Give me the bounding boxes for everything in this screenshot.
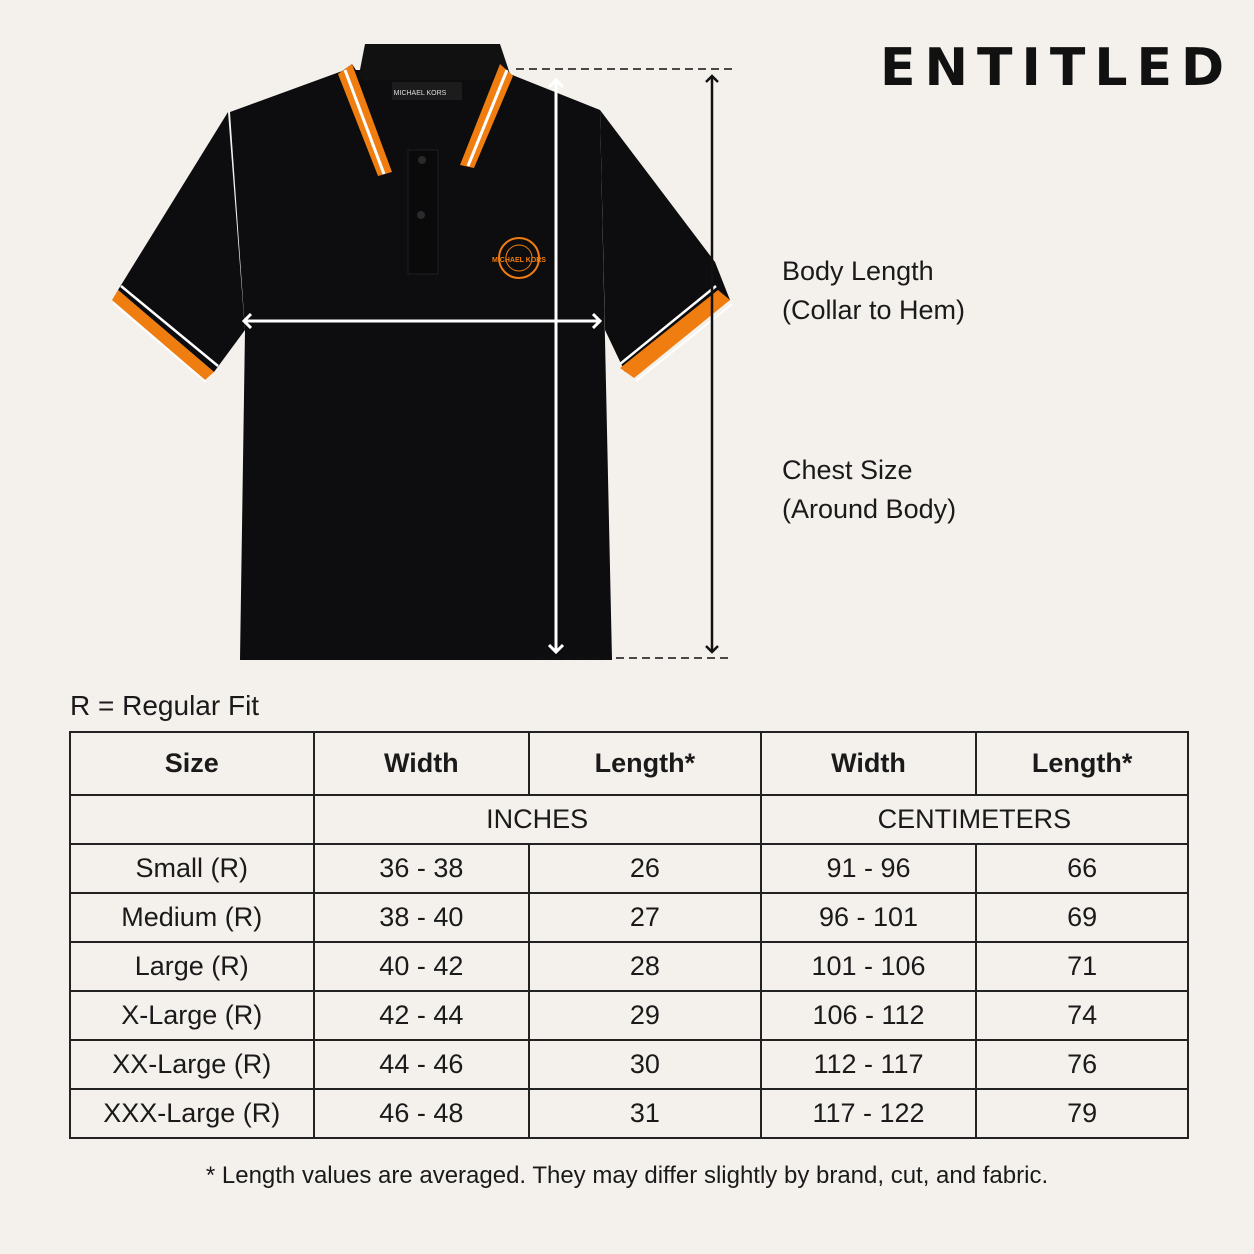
length-in-cell: 28: [529, 942, 761, 991]
left-sleeve: [112, 112, 245, 382]
header-length-cm: Length*: [976, 732, 1188, 795]
body-length-subtitle: (Collar to Hem): [782, 295, 966, 325]
table-row: [70, 1040, 1188, 1089]
chest-size-title: Chest Size: [782, 455, 913, 485]
length-in-cell: 31: [529, 1089, 761, 1138]
header-length-in: Length*: [529, 732, 761, 795]
table-row: [70, 1089, 1188, 1138]
brand-logo: ENTITLED: [880, 38, 1234, 98]
table-units-row: [70, 795, 1188, 844]
length-cm-cell: 76: [976, 1040, 1188, 1089]
width-in-cell: 44 - 46: [314, 1040, 530, 1089]
width-cm-cell: 112 - 117: [761, 1040, 977, 1089]
table-row: [70, 942, 1188, 991]
width-cm-cell: 106 - 112: [761, 991, 977, 1040]
table-row: [70, 893, 1188, 942]
header-width-cm: Width: [761, 732, 977, 795]
width-cm-cell: 96 - 101: [761, 893, 977, 942]
width-cm-cell: 91 - 96: [761, 844, 977, 893]
button-icon: [417, 211, 425, 219]
button-icon: [418, 156, 426, 164]
chest-size-label: [782, 451, 956, 529]
table-header-row: [70, 732, 1188, 795]
length-in-cell: 30: [529, 1040, 761, 1089]
length-cm-cell: 71: [976, 942, 1188, 991]
units-inches: INCHES: [314, 795, 761, 844]
chest-logo-text: MICHAEL KORS: [492, 257, 546, 264]
width-in-cell: 42 - 44: [314, 991, 530, 1040]
size-cell: Small (R): [70, 844, 314, 893]
size-cell: XXX-Large (R): [70, 1089, 314, 1138]
length-cm-cell: 79: [976, 1089, 1188, 1138]
collar-tag-text: MICHAEL KORS: [393, 90, 447, 97]
width-in-cell: 40 - 42: [314, 942, 530, 991]
width-in-cell: 38 - 40: [314, 893, 530, 942]
body-length-title: Body Length: [782, 256, 934, 286]
width-cm-cell: 101 - 106: [761, 942, 977, 991]
size-chart-table: [69, 731, 1189, 1139]
length-in-cell: 26: [529, 844, 761, 893]
width-in-cell: 36 - 38: [314, 844, 530, 893]
length-in-cell: 29: [529, 991, 761, 1040]
body-length-label: [782, 252, 965, 330]
size-cell: Medium (R): [70, 893, 314, 942]
footnote: * Length values are averaged. They may differ slightly by brand, cut, and fabric.: [205, 1162, 1049, 1189]
fit-note: R = Regular Fit: [70, 690, 260, 721]
table-row: [70, 991, 1188, 1040]
length-cm-cell: 74: [976, 991, 1188, 1040]
units-centimeters: CENTIMETERS: [761, 795, 1188, 844]
table-row: [70, 844, 1188, 893]
length-cm-cell: 69: [976, 893, 1188, 942]
width-cm-cell: 117 - 122: [761, 1089, 977, 1138]
size-cell: X-Large (R): [70, 991, 314, 1040]
header-width-in: Width: [314, 732, 530, 795]
size-cell: Large (R): [70, 942, 314, 991]
length-in-cell: 27: [529, 893, 761, 942]
length-cm-cell: 66: [976, 844, 1188, 893]
chest-size-subtitle: (Around Body): [782, 494, 957, 524]
header-size: Size: [70, 732, 314, 795]
width-in-cell: 46 - 48: [314, 1089, 530, 1138]
size-cell: XX-Large (R): [70, 1040, 314, 1089]
units-blank: [70, 795, 314, 844]
